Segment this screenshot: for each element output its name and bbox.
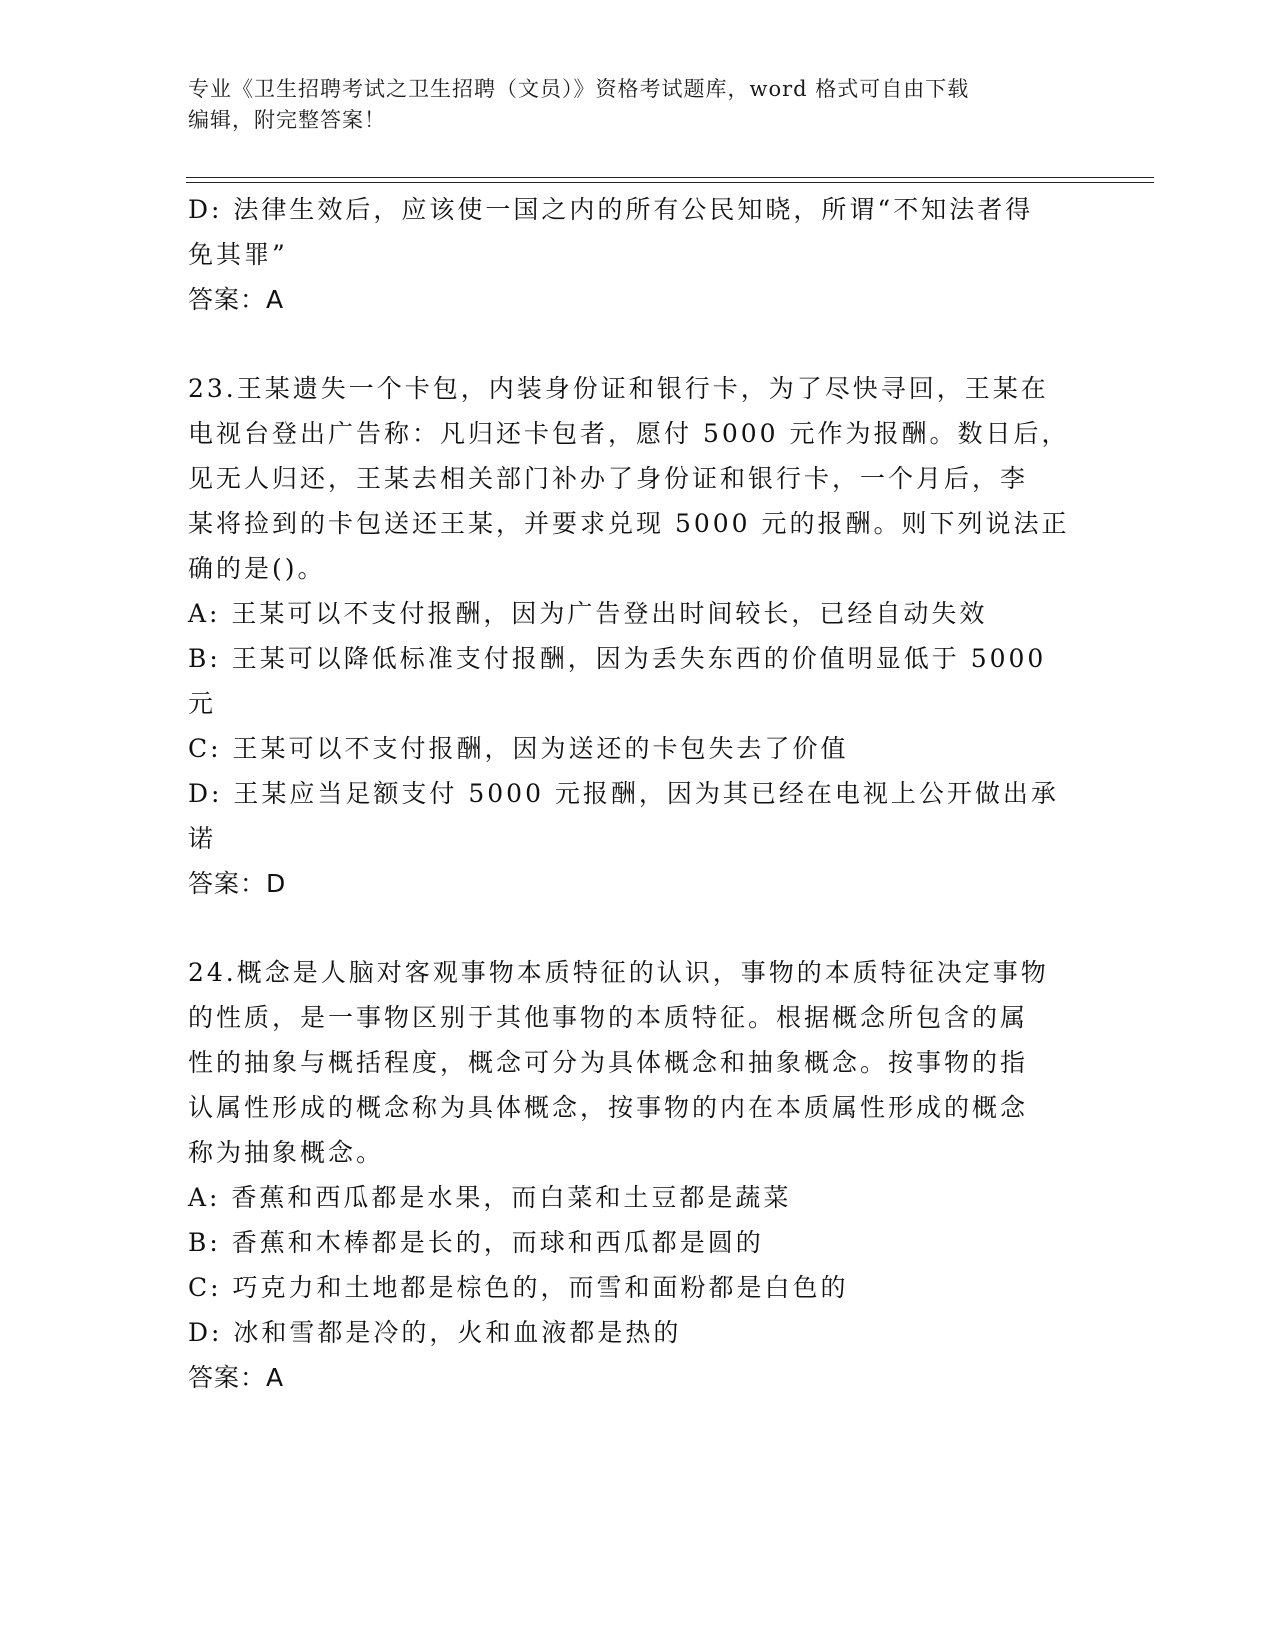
document-header <box>188 74 1088 136</box>
answer-line: 答案：A <box>188 285 285 314</box>
option-c: C: 王某可以不支付报酬，因为送还的卡包失去了价值 <box>188 734 849 763</box>
previous-question-tail <box>188 187 1088 322</box>
question-stem-line: 某将捡到的卡包送还王某，并要求兑现 5000 元的报酬。则下列说法正 <box>188 509 1070 538</box>
option-b: B: 王某可以降低标准支付报酬，因为丢失东西的价值明显低于 5000 <box>188 644 1047 673</box>
option-d: D: 冰和雪都是冷的，火和血液都是热的 <box>188 1318 682 1347</box>
spacer <box>188 322 1088 366</box>
answer-line: 答案：A <box>188 1363 285 1392</box>
option-b-continued: 元 <box>188 689 217 718</box>
header-divider-bottom <box>186 182 1154 183</box>
question-stem-line: 23.王某遗失一个卡包，内装身份证和银行卡，为了尽快寻回，王某在 <box>188 374 1049 403</box>
question-24 <box>188 950 1088 1400</box>
option-d: D: 王某应当足额支付 5000 元报酬，因为其已经在电视上公开做出承 <box>188 779 1059 808</box>
option-c: C: 巧克力和土地都是棕色的，而雪和面粉都是白色的 <box>188 1273 849 1302</box>
question-stem-line: 的性质，是一事物区别于其他事物的本质特征。根据概念所包含的属 <box>188 1003 1029 1032</box>
option-a: A: 王某可以不支付报酬，因为广告登出时间较长，已经自动失效 <box>188 599 988 628</box>
option-d-continued: 免其罪” <box>188 240 288 269</box>
document-body <box>188 187 1088 1400</box>
option-a: A: 香蕉和西瓜都是水果，而白菜和土豆都是蔬菜 <box>188 1183 792 1212</box>
question-stem-line: 电视台登出广告称：凡归还卡包者，愿付 5000 元作为报酬。数日后， <box>188 419 1070 448</box>
header-line-1: 专业《卫生招聘考试之卫生招聘（文员）》资格考试题库，word 格式可自由下载 <box>188 77 970 101</box>
header-divider-top <box>186 177 1154 178</box>
option-b: B: 香蕉和木棒都是长的，而球和西瓜都是圆的 <box>188 1228 764 1257</box>
question-stem-line: 24.概念是人脑对客观事物本质特征的认识，事物的本质特征决定事物 <box>188 958 1049 987</box>
spacer <box>188 906 1088 950</box>
question-stem-line: 确的是()。 <box>188 554 326 583</box>
question-23 <box>188 366 1088 906</box>
option-d: D: 法律生效后，应该使一国之内的所有公民知晓，所谓“不知法者得 <box>188 195 1034 224</box>
question-stem-line: 性的抽象与概括程度，概念可分为具体概念和抽象概念。按事物的指 <box>188 1048 1029 1077</box>
answer-line: 答案：D <box>188 869 287 898</box>
question-stem-line: 见无人归还，王某去相关部门补办了身份证和银行卡，一个月后，李 <box>188 464 1029 493</box>
question-stem-line: 认属性形成的概念称为具体概念，按事物的内在本质属性形成的概念 <box>188 1093 1029 1122</box>
option-d-continued: 诺 <box>188 824 217 853</box>
question-stem-line: 称为抽象概念。 <box>188 1138 385 1167</box>
header-line-2: 编辑，附完整答案！ <box>188 108 386 132</box>
